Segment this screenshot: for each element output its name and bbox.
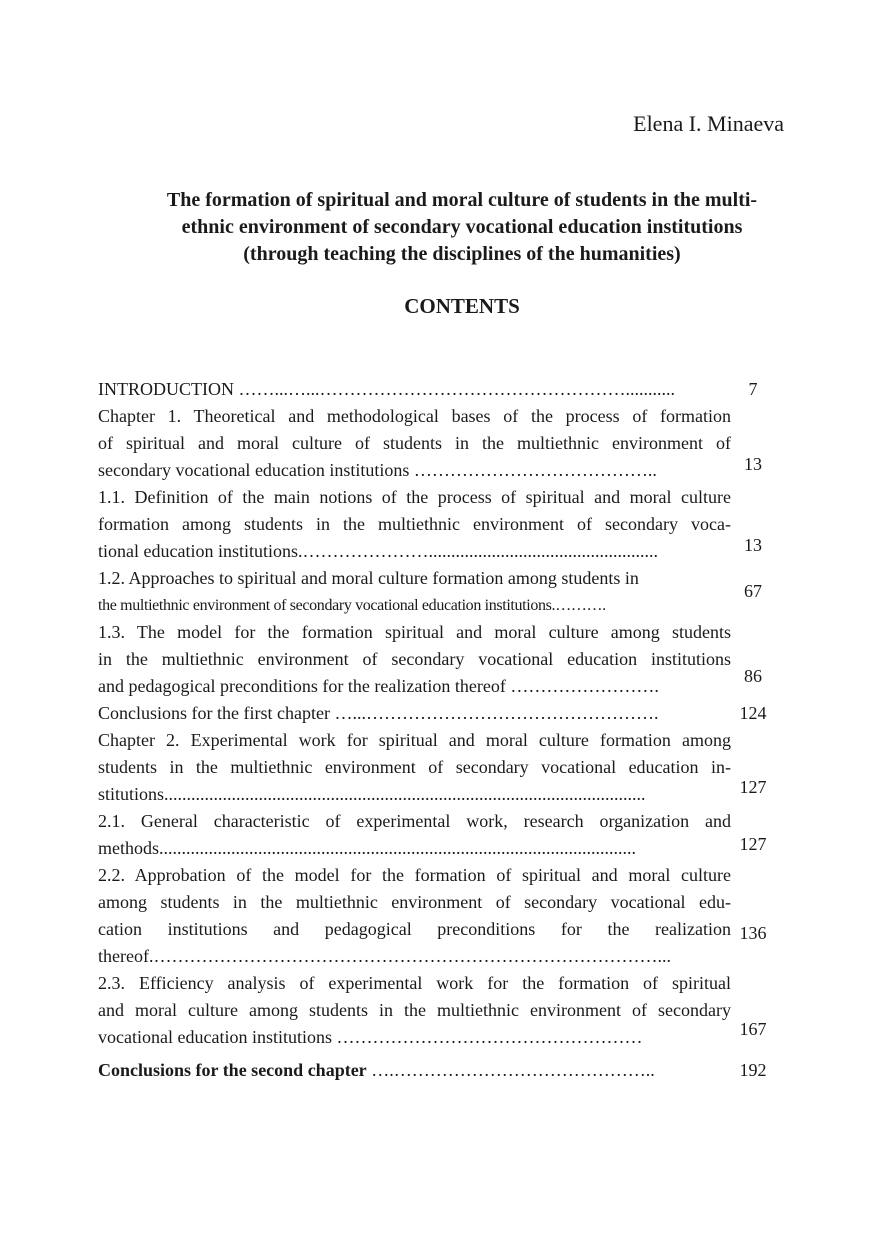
toc-entry-section-1-1 — [98, 484, 798, 565]
toc-entry-text: 2.2. Approbation of the model for the formation of spiritual and moral culture — [98, 865, 731, 885]
toc-entry-text: 1.2. Approaches to spiritual and moral culture formation among students in — [98, 568, 639, 588]
toc-page-number: 127 — [739, 777, 767, 797]
toc-page-number: 127 — [739, 834, 767, 854]
toc-page-number: 136 — [739, 923, 767, 943]
author-name: Elena I. Minaeva — [633, 111, 784, 136]
table-of-contents — [98, 376, 798, 1084]
toc-entry-conclusions-first-chapter — [98, 700, 798, 727]
toc-entry-text: Chapter 2. Experimental work for spiritual and moral culture formation among — [98, 730, 731, 750]
book-title — [80, 187, 844, 268]
title-line: (through teaching the disciplines of the humanities) — [243, 243, 681, 265]
toc-page-number: 13 — [744, 454, 762, 474]
toc-entry-text: 2.3. Efficiency analysis of experimental work for the formation of spiritual — [98, 973, 731, 993]
toc-page-number: 86 — [744, 666, 762, 686]
toc-entry-text: vocational education institutions …………………………………………… — [98, 1027, 643, 1047]
toc-entry-text: INTRODUCTION ……...…...……………………………………………........... — [98, 379, 675, 399]
toc-page-number: 192 — [739, 1060, 767, 1080]
toc-entry-text: the multiethnic environment of secondary vocational education institutions.………. — [98, 597, 606, 614]
title-line: ethnic environment of secondary vocational education institutions — [181, 216, 743, 238]
toc-entry-section-1-3 — [98, 619, 798, 700]
toc-entry-text: and moral culture among students in the multiethnic environment of secondary — [98, 1000, 731, 1020]
toc-entry-section-2-2 — [98, 862, 798, 970]
toc-entry-chapter-1 — [98, 403, 798, 484]
toc-entry-section-2-1 — [98, 808, 798, 862]
toc-entry-text: secondary vocational education institutions ………………………………….. — [98, 460, 657, 480]
contents-heading: CONTENTS — [404, 294, 520, 318]
toc-entry-text: 1.3. The model for the formation spiritual and moral culture among students — [98, 622, 731, 642]
title-line: The formation of spiritual and moral culture of students in the multi- — [166, 189, 758, 211]
toc-entry-text: among students in the multiethnic environment of secondary vocational edu- — [98, 892, 731, 912]
toc-entry-text: Conclusions for the first chapter …...…………………………………………. — [98, 703, 659, 723]
toc-entry-text: 1.1. Definition of the main notions of the process of spiritual and moral culture — [98, 487, 731, 507]
toc-entry-text: tional education institutions.…………………................................................... — [98, 541, 658, 561]
toc-page-number: 167 — [739, 1019, 767, 1039]
toc-page-number: 7 — [748, 379, 758, 399]
toc-entry-text: Chapter 1. Theoretical and methodological bases of the process of formation — [98, 406, 731, 426]
toc-entry-text: students in the multiethnic environment of secondary vocational education in- — [98, 757, 731, 777]
toc-entry-bold-title: Conclusions for the second chapter — [98, 1060, 367, 1080]
toc-entry-text: 2.1. General characteristic of experimental work, research organization and — [98, 811, 731, 831]
toc-entry-leader: ….…………………………………….. — [366, 1060, 655, 1080]
toc-entry-conclusions-second-chapter — [98, 1057, 798, 1084]
toc-entry-text: in the multiethnic environment of secondary vocational education institutions — [98, 649, 731, 669]
toc-entry-text: cation institutions and pedagogical preconditions for the realization — [98, 919, 731, 939]
toc-entry-text: stitutions........................................................................................................... — [98, 784, 646, 804]
toc-entry-text: thereof.…………………………………………………………………………... — [98, 946, 671, 966]
toc-page-number: 67 — [744, 581, 762, 601]
toc-entry-text: and pedagogical preconditions for the realization thereof ……………………. — [98, 676, 659, 696]
toc-entry-introduction — [98, 376, 798, 403]
toc-entry-text: of spiritual and moral culture of students in the multiethnic environment of — [98, 433, 731, 453]
toc-entry-text: formation among students in the multiethnic environment of secondary voca- — [98, 514, 731, 534]
toc-entry-section-1-2 — [98, 565, 798, 619]
toc-page-number: 124 — [739, 703, 767, 723]
toc-page-number: 13 — [744, 535, 762, 555]
toc-entry-text: methods.......................................................................................................... — [98, 838, 636, 858]
toc-entry-section-2-3 — [98, 970, 798, 1051]
toc-entry-chapter-2 — [98, 727, 798, 808]
toc-entry-text — [98, 1057, 731, 1084]
